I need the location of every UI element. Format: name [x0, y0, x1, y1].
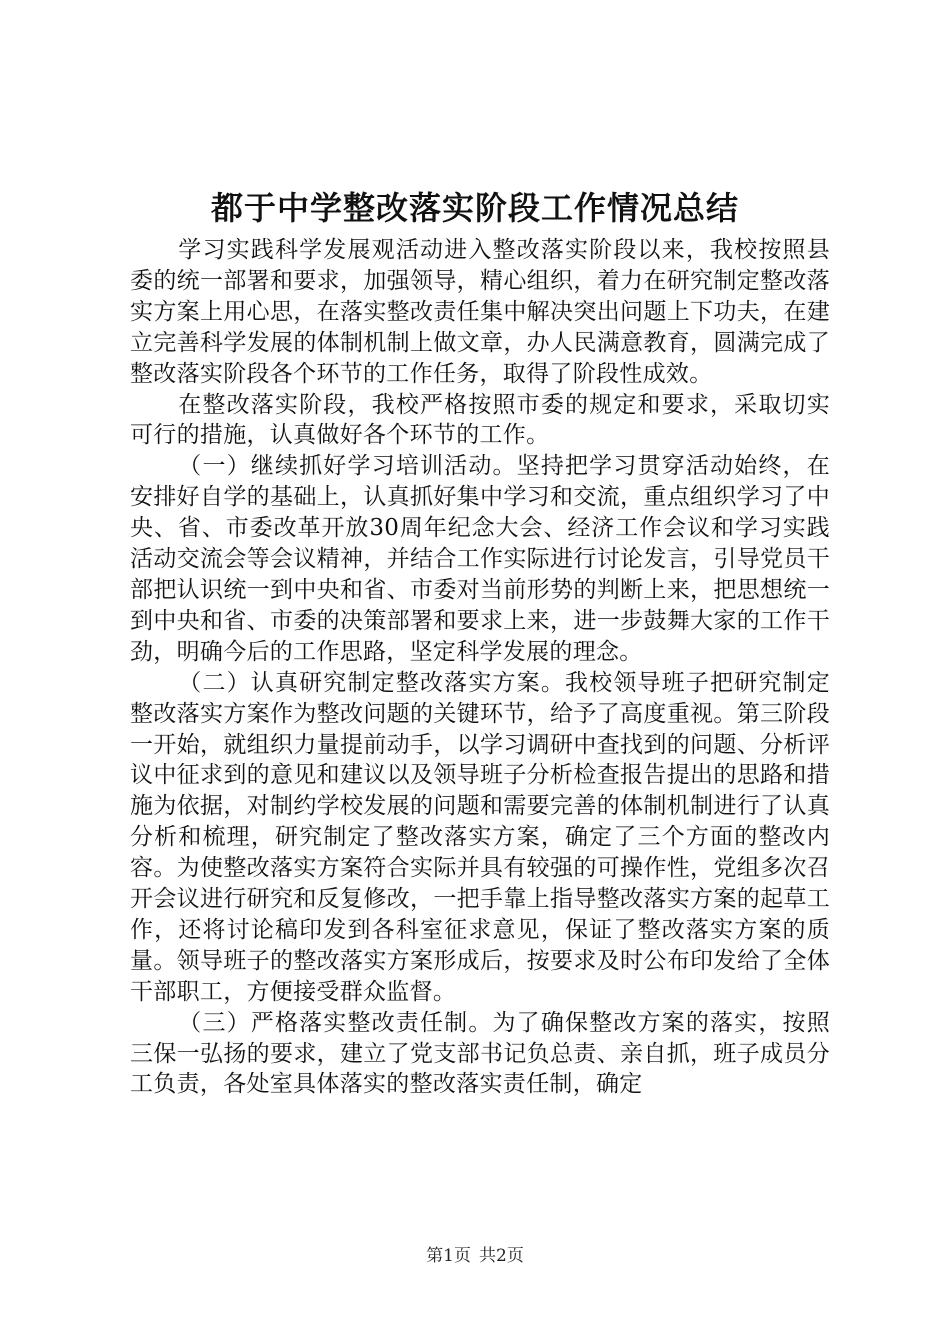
document-body — [130, 235, 830, 1100]
page-footer — [0, 1245, 950, 1267]
document-title: 都于中学整改落实阶段工作情况总结 — [210, 189, 739, 227]
paragraph-section-3: （三）严格落实整改责任制。为了确保整改方案的落实，按照三保一弘扬的要求，建立了党支部书记负总责、亲自抓，班子成员分工负责，各处室具体落实的整改落实责任制，确定 — [130, 1009, 830, 1098]
paragraph-section-1: （一）继续抓好学习培训活动。坚持把学习贯穿活动始终，在安排好自学的基础上，认真抓好集中学习和交流，重点组织学习了中央、省、市委改革开放30周年纪念大会、经济工作会议和学习实践活动交流会等会议精神，并结合工作实际进行讨论发言，引导党员干部把认识统一到中央和省、市委对当前形势的判断上来，把思想统一到中央和省、市委的决策部署和要求上来，进一步鼓舞大家的工作干劲，明确今后的工作思路，坚定科学发展的理念。 — [130, 453, 830, 665]
paragraph-section-2: （二）认真研究制定整改落实方案。我校领导班子把研究制定整改落实方案作为整改问题的关键环节，给予了高度重视。第三阶段一开始，就组织力量提前动手，以学习调研中查找到的问题、分析评议中征求到的意见和建议以及领导班子分析检查报告提出的思路和措施为依据，对制约学校发展的问题和需要完善的体制机制进行了认真分析和梳理，研究制定了整改落实方案，确定了三个方面的整改内容。为使整改落实方案符合实际并具有较强的可操作性，党组多次召开会议进行研究和反复修改，一把手靠上指导整改落实方案的起草工作，还将讨论稿印发到各科室征求意见，保证了整改落实方案的质量。领导班子的整改落实方案形成后，按要求及时公布印发给了全体干部职工，方便接受群众监督。 — [130, 669, 830, 1005]
page-number-total: 共2页 — [479, 1246, 524, 1266]
page-number-current: 第1页 — [426, 1246, 471, 1266]
paragraph-intro: 学习实践科学发展观活动进入整改落实阶段以来，我校按照县委的统一部署和要求，加强领导，精心组织，着力在研究制定整改落实方案上用心思，在落实整改责任集中解决突出问题上下功夫，在建立完善科学发展的体制机制上做文章，办人民满意教育，圆满完成了整改落实阶段各个环节的工作任务，取得了阶段性成效。 — [130, 237, 830, 387]
paragraph-overview: 在整改落实阶段，我校严格按照市委的规定和要求，采取切实可行的措施，认真做好各个环节的工作。 — [130, 391, 830, 449]
